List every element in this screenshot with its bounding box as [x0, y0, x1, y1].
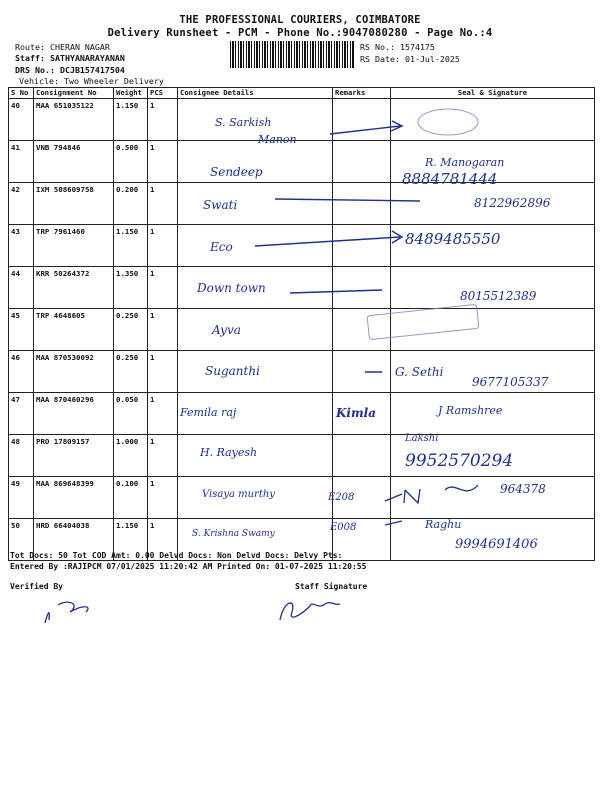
cell-remarks: [333, 435, 391, 477]
cell-remarks: [333, 141, 391, 183]
cell-pcs: 1: [148, 141, 178, 183]
cell-consignee: [178, 183, 333, 225]
cell-pcs: 1: [148, 393, 178, 435]
cell-consignee: [178, 477, 333, 519]
cell-sno: 48: [9, 435, 34, 477]
cell-consignment: VNB 794846: [34, 141, 114, 183]
cell-signature: [391, 141, 595, 183]
signature-text: G. Sethi: [395, 365, 444, 379]
table-row: [9, 309, 595, 351]
handwritten-name: Sendeep: [210, 165, 263, 179]
signature-text: 8015512389: [460, 289, 537, 303]
signature-text: 9952570294: [405, 451, 514, 471]
cell-pcs: 1: [148, 225, 178, 267]
cell-weight: 0.250: [114, 309, 148, 351]
signature-text: 964378: [500, 482, 546, 496]
signature-text: R. Manogaran: [425, 156, 505, 169]
cell-consignee: [178, 267, 333, 309]
col-remarks: Remarks: [333, 88, 391, 99]
rs-date: RS Date: 01-Jul-2025: [360, 54, 460, 64]
cell-consignment: MAA 870460296: [34, 393, 114, 435]
cell-pcs: 1: [148, 477, 178, 519]
cell-consignee: [178, 393, 333, 435]
cell-consignee: [178, 435, 333, 477]
cell-pcs: 1: [148, 519, 178, 561]
col-consignee: Consignee Details: [178, 88, 333, 99]
signature-text: Lakshi: [405, 433, 439, 444]
cell-consignee: [178, 225, 333, 267]
handwritten-name: Swati: [203, 198, 238, 212]
cell-consignment: PRO 17809157: [34, 435, 114, 477]
signature-text: 9677105337: [472, 375, 549, 389]
cell-weight: 0.100: [114, 477, 148, 519]
handwritten-remark: E208: [328, 492, 355, 503]
handwritten-name: Ayva: [212, 323, 241, 337]
handwritten-name: Manon: [258, 133, 297, 146]
table-row: [9, 351, 595, 393]
cell-consignment: TRP 7961460: [34, 225, 114, 267]
cell-signature: [391, 351, 595, 393]
cell-weight: 1.150: [114, 99, 148, 141]
cell-weight: 0.200: [114, 183, 148, 225]
cell-consignment: MAA 869648399: [34, 477, 114, 519]
verified-by-label: Verified By: [10, 582, 63, 591]
table-row: [9, 141, 595, 183]
cell-sno: 46: [9, 351, 34, 393]
barcode: [230, 41, 354, 68]
table-row: [9, 435, 595, 477]
cell-sno: 50: [9, 519, 34, 561]
cell-consignment: TRP 4648605: [34, 309, 114, 351]
signature-text: 8122962896: [474, 196, 551, 210]
signature-text: 8489485550: [405, 230, 501, 248]
table-row: [9, 393, 595, 435]
cell-remarks: [333, 309, 391, 351]
cell-consignee: [178, 309, 333, 351]
cell-signature: [391, 309, 595, 351]
cell-signature: [391, 99, 595, 141]
signature-text: Raghu: [425, 518, 462, 531]
staff-signature: [280, 603, 340, 620]
delivery-table: [8, 87, 595, 561]
cell-signature: [391, 477, 595, 519]
cell-pcs: 1: [148, 267, 178, 309]
handwritten-remark: E008: [330, 522, 357, 533]
handwritten-name: Visaya murthy: [202, 489, 275, 500]
verifier-signature: [45, 602, 88, 623]
handwritten-remark: Kimla: [336, 406, 377, 420]
cell-weight: 1.150: [114, 519, 148, 561]
cell-sno: 44: [9, 267, 34, 309]
signature-text: 8884781444: [402, 170, 498, 188]
cell-remarks: [333, 183, 391, 225]
cell-consignee: [178, 99, 333, 141]
cell-sno: 41: [9, 141, 34, 183]
cell-consignment: HRD 66404038: [34, 519, 114, 561]
col-consignment: Consignment No: [34, 88, 114, 99]
table-row: [9, 99, 595, 141]
handwritten-name: Femila raj: [180, 406, 237, 419]
cell-consignee: [178, 351, 333, 393]
cell-pcs: 1: [148, 183, 178, 225]
cell-weight: 1.350: [114, 267, 148, 309]
totals-line: Tot Docs: 50 Tot COD Amt: 0.00 Delvd Docs: Non Delvd Docs: Delvy Pts:: [10, 551, 343, 560]
cell-consignment: IXM 508609758: [34, 183, 114, 225]
col-signature: Seal & Signature: [391, 88, 595, 99]
col-weight: Weight: [114, 88, 148, 99]
cell-consignment: KRR 50264372: [34, 267, 114, 309]
cell-sno: 42: [9, 183, 34, 225]
cell-remarks: [333, 99, 391, 141]
cell-weight: 0.250: [114, 351, 148, 393]
cell-remarks: [333, 477, 391, 519]
cell-consignee: [178, 141, 333, 183]
staff-label: Staff: SATHYANARAYANAN: [15, 53, 125, 63]
cell-remarks: [333, 267, 391, 309]
handwritten-name: S. Krishna Swamy: [192, 529, 275, 539]
cell-signature: [391, 393, 595, 435]
route-label: Route: CHERAN NAGAR: [15, 42, 110, 52]
table-row: [9, 477, 595, 519]
table-row: [9, 183, 595, 225]
cell-signature: [391, 435, 595, 477]
cell-pcs: 1: [148, 99, 178, 141]
cell-remarks: [333, 225, 391, 267]
cell-signature: [391, 519, 595, 561]
cell-consignment: MAA 651035122: [34, 99, 114, 141]
handwritten-name: Down town: [197, 281, 266, 295]
cell-sno: 43: [9, 225, 34, 267]
handwritten-name: S. Sarkish: [215, 116, 272, 129]
cell-weight: 0.500: [114, 141, 148, 183]
vehicle-label: Vehicle: Two Wheeler Delivery: [19, 76, 164, 86]
handwritten-name: Suganthi: [205, 364, 260, 378]
cell-pcs: 1: [148, 435, 178, 477]
cell-sno: 40: [9, 99, 34, 141]
cell-weight: 1.150: [114, 225, 148, 267]
cell-sno: 45: [9, 309, 34, 351]
staff-signature-label: Staff Signature: [295, 582, 368, 591]
runsheet-subtitle: Delivery Runsheet - PCM - Phone No.:9047080280 - Page No.:4: [107, 27, 493, 39]
cell-sno: 47: [9, 393, 34, 435]
cell-remarks: [333, 351, 391, 393]
signature-text: J Ramshree: [438, 404, 503, 417]
entered-by-line: Entered By :RAJIPCM 07/01/2025 11:20:42 AM Printed On: 01-07-2025 11:20:55: [10, 562, 367, 571]
cell-signature: [391, 183, 595, 225]
handwritten-name: Eco: [210, 240, 233, 254]
cell-signature: [391, 225, 595, 267]
rs-number: RS No.: 1574175: [360, 42, 435, 52]
handwritten-name: H. Rayesh: [200, 446, 258, 459]
cell-remarks: [333, 393, 391, 435]
table-row: [9, 267, 595, 309]
col-sno: S No: [9, 88, 34, 99]
company-title: THE PROFESSIONAL COURIERS, COIMBATORE: [179, 14, 421, 26]
table-row: [9, 225, 595, 267]
cell-weight: 1.000: [114, 435, 148, 477]
cell-weight: 0.050: [114, 393, 148, 435]
drs-number: DRS No.: DCJB157417504: [15, 65, 125, 75]
cell-pcs: 1: [148, 351, 178, 393]
cell-consignment: MAA 870530092: [34, 351, 114, 393]
cell-sno: 49: [9, 477, 34, 519]
signature-text: 9994691406: [455, 537, 538, 552]
cell-pcs: 1: [148, 309, 178, 351]
table-header-row: [9, 88, 595, 99]
col-pcs: PCS: [148, 88, 178, 99]
cell-signature: [391, 267, 595, 309]
